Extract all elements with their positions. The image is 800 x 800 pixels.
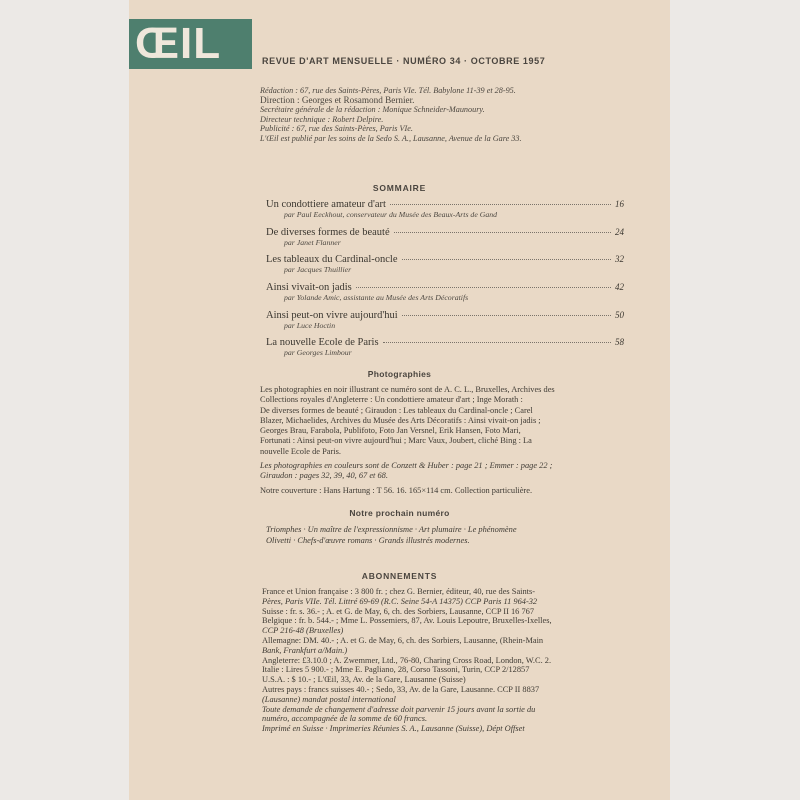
toc-author: par Georges Limbour xyxy=(284,348,352,358)
subscription-line: U.S.A. : $ 10.- ; L'Œil, 33, Av. de la Gare, Lausanne (Suisse) xyxy=(262,675,466,685)
subscription-line: Suisse : fr. s. 36.- ; A. et G. de May, 6, ch. des Sorbiers, Lausanne, CCP II 16 767 xyxy=(262,606,535,616)
next-issue-line: Triomphes · Un maître de l'expressionnisme · Art plumaire · Le phénomène xyxy=(266,525,517,534)
subscription-line: France et Union française : 3 800 fr. ; chez G. Bernier, éditeur, 40, rue des Saints- xyxy=(262,587,536,596)
toc-entry[interactable] xyxy=(266,337,624,365)
toc-leader xyxy=(356,287,611,288)
toc-page: 24 xyxy=(615,226,624,237)
photographies-heading: Photographies xyxy=(367,369,432,379)
photo-credit-line: Blazer, Michaelides, Archives du Musée des Arts Décoratifs : Ainsi vivait-on jadis ; xyxy=(260,415,541,425)
toc-page: 58 xyxy=(615,337,624,348)
toc-author: par Jacques Thuillier xyxy=(284,265,352,275)
toc-entry[interactable] xyxy=(266,282,624,310)
toc-entry[interactable] xyxy=(266,199,624,227)
next-issue-list xyxy=(266,524,631,546)
toc-author: par Luce Hoctin xyxy=(284,320,336,330)
subscription-line: Pères, Paris VIIe. Tél. Littré 69-69 (R.C. Seine 54-A 14375) CCP Paris 11 964-32 xyxy=(262,596,538,606)
photo-credit-line: Georges Brau, Farabola, Publifoto, Foto Jan Versnel, Erik Hansen, Foto Mari, xyxy=(260,426,521,436)
toc-title: Les tableaux du Cardinal-oncle xyxy=(266,254,398,266)
masthead-subtitle: REVUE D'ART MENSUELLE · NUMÉRO 34 · OCTOBRE 1957 xyxy=(262,56,546,66)
toc-title: De diverses formes de beauté xyxy=(266,226,390,238)
toc-author: par Paul Eeckhout, conservateur du Musée des Beaux-Arts de Gand xyxy=(284,210,498,219)
toc-title: Ainsi peut-on vivre aujourd'hui xyxy=(266,309,398,321)
magazine-page xyxy=(129,0,670,800)
photo-credits-color xyxy=(260,461,625,482)
toc-title: La nouvelle Ecole de Paris xyxy=(266,337,379,349)
next-issue-line: Olivetti · Chefs-d'œuvre romans · Grands illustrés modernes. xyxy=(266,536,470,545)
subscription-info xyxy=(262,587,632,734)
photo-credits-bw xyxy=(260,385,625,457)
credit-line: Secrétaire générale de la rédaction : Monique Schneider-Maunoury. xyxy=(260,105,485,115)
photo-credit-line: Les photographies en couleurs sont de Conzett & Huber : page 21 ; Emmer : page 22 ; xyxy=(260,461,553,470)
photo-credit-line: nouvelle Ecole de Paris. xyxy=(260,446,341,456)
subscription-line: Belgique : fr. b. 544.- ; Mme L. Possemiers, 87, Av. Louis Lepoutre, Bruxelles-Ixelles, xyxy=(262,616,552,626)
credit-line: Publicité : 67, rue des Saints-Pères, Paris VIe. xyxy=(260,124,413,134)
toc-title: Un condottiere amateur d'art xyxy=(266,199,386,210)
toc-leader xyxy=(402,259,612,260)
toc-page: 50 xyxy=(615,309,624,320)
toc-entry[interactable] xyxy=(266,310,624,338)
subscription-line: Toute demande de changement d'adresse doit parvenir 15 jours avant la sortie du xyxy=(262,704,536,714)
toc-author: par Janet Flanner xyxy=(284,237,341,247)
toc-page: 16 xyxy=(615,199,624,209)
subscription-line: (Lausanne) mandat postal international xyxy=(262,694,396,704)
editorial-credits xyxy=(260,86,660,144)
credit-line: Rédaction : 67, rue des Saints-Pères, Paris VIe. Tél. Babylone 11-39 et 28-95. xyxy=(260,86,516,95)
magazine-logo: ŒIL xyxy=(129,19,252,69)
toc-leader xyxy=(394,232,611,233)
abonnements-heading: ABONNEMENTS xyxy=(361,571,438,581)
prochain-heading: Notre prochain numéro xyxy=(349,508,450,518)
table-of-contents xyxy=(266,199,624,365)
toc-leader xyxy=(390,204,611,205)
subscription-line: Bank, Frankfurt a/Main.) xyxy=(262,645,348,655)
photo-credit-line: De diverses formes de beauté ; Giraudon : Les tableaux du Cardinal-oncle ; Carel xyxy=(260,405,533,415)
photo-credit-line: Giraudon : pages 32, 39, 40, 67 et 68. xyxy=(260,471,388,481)
subscription-line: Imprimé en Suisse · Imprimeries Réunies S. A., Lausanne (Suisse), Dépt Offset xyxy=(262,724,525,734)
toc-author: par Yolande Amic, assistante au Musée des Arts Décoratifs xyxy=(284,293,469,303)
photo-credit-line: Collections royales d'Angleterre : Un condottiere amateur d'art ; Inge Morath : xyxy=(260,395,523,405)
subscription-line: CCP 216-48 (Bruxelles) xyxy=(262,626,344,636)
subscription-line: numéro, accompagnée de la somme de 60 francs. xyxy=(262,714,428,724)
photo-credit-line: Les photographies en noir illustrant ce numéro sont de A. C. L., Bruxelles, Archives des xyxy=(260,385,555,394)
credit-line: L'Œil est publié par les soins de la Sedo S. A., Lausanne, Avenue de la Gare 33. xyxy=(260,133,522,143)
photo-credit-line: Fortunati : Ainsi peut-on vivre aujourd'hui ; Marc Vaux, Joubert, cliché Bing : La xyxy=(260,436,532,446)
toc-page: 32 xyxy=(615,254,624,265)
subscription-line: Italie : Lires 5 900.- ; Mme E. Pagliano, 28, Corso Tassoni, Turin, CCP 2/12857 xyxy=(262,665,530,675)
subscription-line: Allemagne: DM. 40.- ; A. et G. de May, 6, ch. des Sorbiers, Lausanne, (Rhein-Main xyxy=(262,635,544,645)
toc-title: Ainsi vivait-on jadis xyxy=(266,282,352,294)
toc-entry[interactable] xyxy=(266,227,624,255)
cover-credit: Notre couverture : Hans Hartung : T 56. 16. 165×114 cm. Collection particulière. xyxy=(260,486,533,495)
credit-line: Directeur technique : Robert Delpire. xyxy=(260,114,384,124)
credit-line: Direction : Georges et Rosamond Bernier. xyxy=(260,94,415,105)
subscription-line: Angleterre: £3.10.0 ; A. Zwemmer, Ltd., 76-80, Charing Cross Road, London, W.C. 2. xyxy=(262,655,552,665)
sommaire-heading: SOMMAIRE xyxy=(372,183,427,193)
subscription-line: Autres pays : francs suisses 40.- ; Sedo, 33, Av. de la Gare, Lausanne. CCP II 8837 xyxy=(262,684,540,694)
toc-page: 42 xyxy=(615,282,624,293)
toc-entry[interactable] xyxy=(266,254,624,282)
toc-leader xyxy=(402,315,611,316)
toc-leader xyxy=(383,342,611,343)
